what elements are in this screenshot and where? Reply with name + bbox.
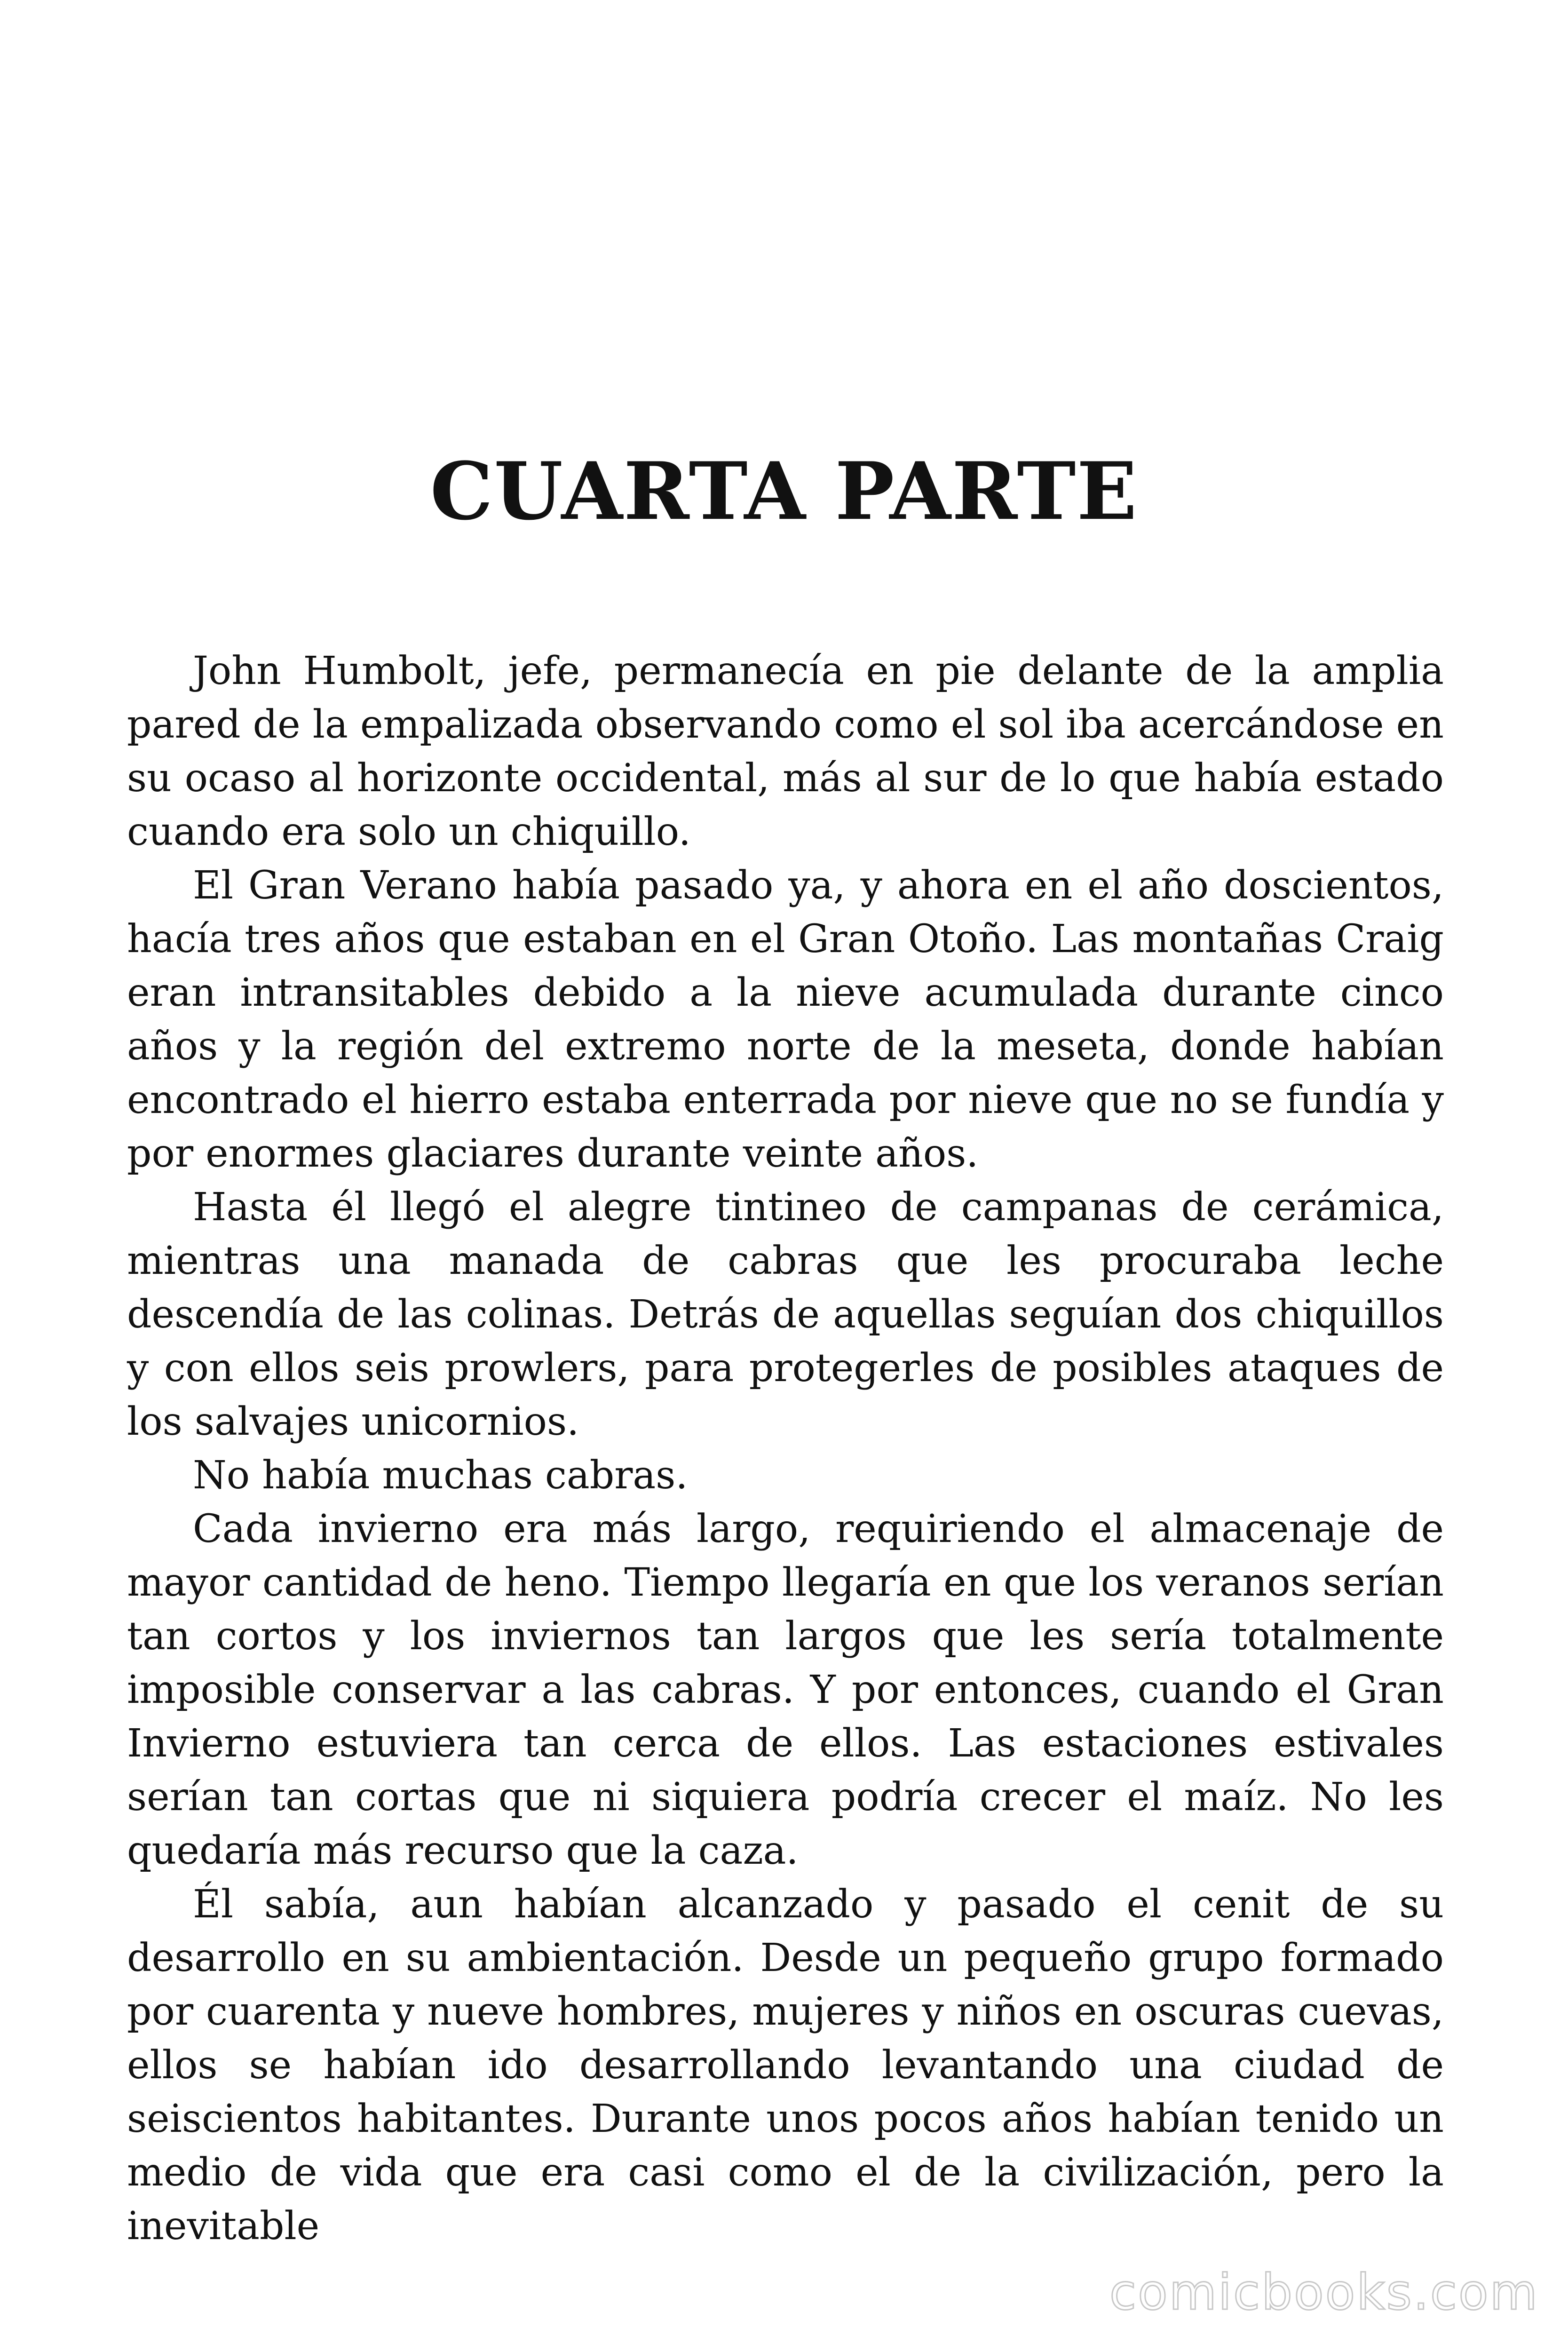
paragraph: Hasta él llegó el alegre tintineo de campanas de cerámica, mientras una manada de cabras que les procuraba leche descendía de las colinas. Detrás de aquellas seguían dos chiquillos y con ellos seis prowlers, para protegerles de posibles ataques de los salvajes unicornios.: [127, 1185, 1444, 1444]
paragraph: Cada invierno era más largo, requiriendo el almacenaje de mayor cantidad de heno. Tiempo llegaría en que los veranos serían tan cortos y los inviernos tan largos que les sería totalmente imposible conservar a las cabras. Y por entonces, cuando el Gran Invierno estuviera tan cerca de ellos. Las estaciones estivales serían tan cortas que ni siquiera podría crecer el maíz. No les quedaría más recurso que la caza.: [127, 1507, 1444, 1873]
part-title: CUARTA PARTE: [430, 445, 1138, 538]
paragraph: John Humbolt, jefe, permanecía en pie delante de la amplia pared de la empalizada observando como el sol iba acercándose en su ocaso al horizonte occidental, más al sur de lo que había estado cuando era solo un chiquillo.: [127, 649, 1444, 854]
paragraph: El Gran Verano había pasado ya, y ahora en el año doscientos, hacía tres años que estaban en el Gran Otoño. Las montañas Craig eran intransitables debido a la nieve acumulada durante cinco años y la región del extremo norte de la meseta, donde habían encontrado el hierro estaba enterrada por nieve que no se fundía y por enormes glaciares durante veinte años.: [127, 863, 1444, 1176]
watermark: comicbooks.com: [1109, 2264, 1539, 2321]
paragraph: Él sabía, aun habían alcanzado y pasado el cenit de su desarrollo en su ambientación. Desde un pequeño grupo formado por cuarenta y nueve hombres, mujeres y niños en oscuras cuevas, ellos se habían ido desarrollando levantando una ciudad de seiscientos habitantes. Durante unos pocos años habían tenido un medio de vida que era casi como el de la civilización, pero la inevitable: [127, 1882, 1444, 2249]
paragraph: No había muchas cabras.: [193, 1453, 688, 1498]
body-text: [127, 644, 1444, 2253]
